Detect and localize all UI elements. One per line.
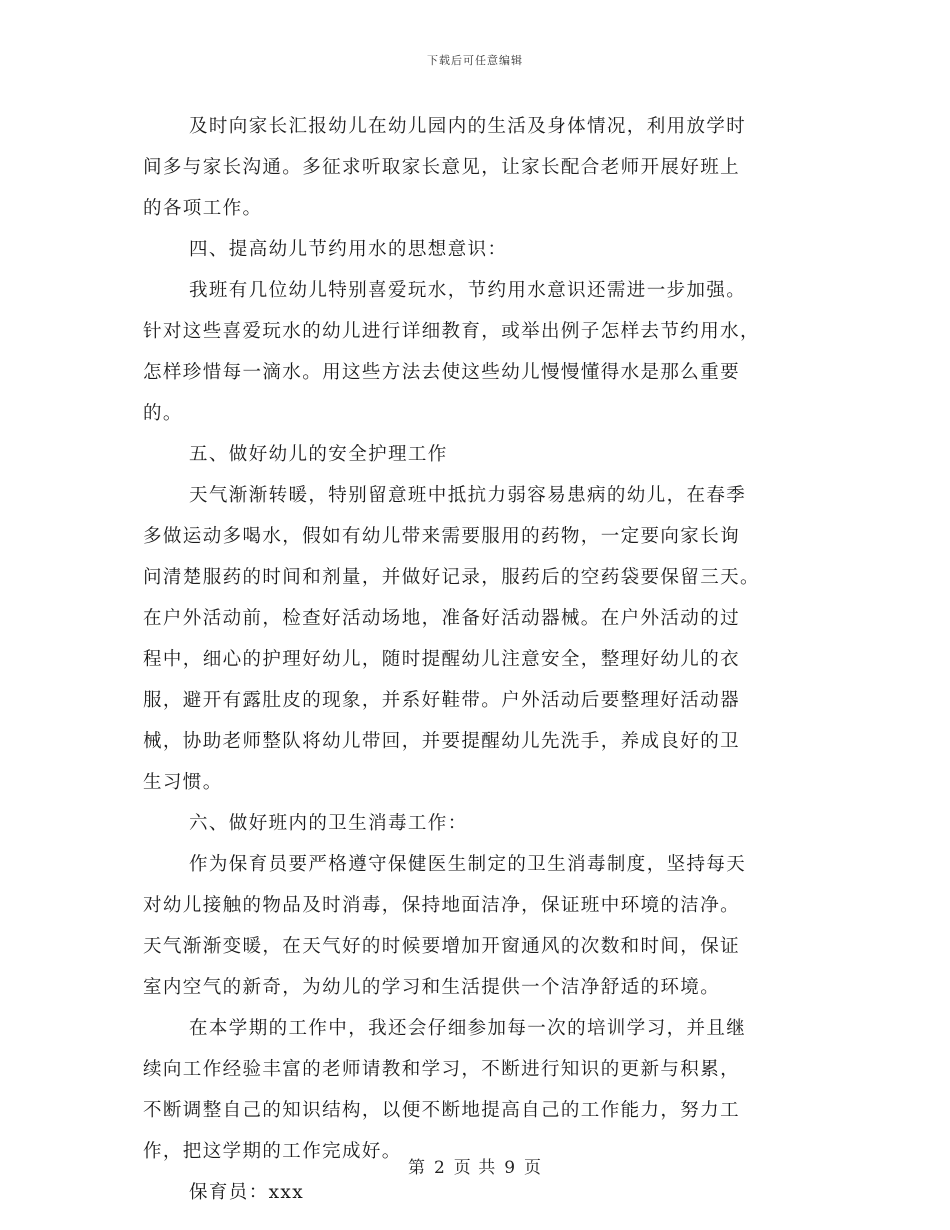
text-line: 问清楚服药的时间和剂量，并做好记录，服药后的空药袋要保留三天。 (143, 567, 760, 588)
text-line: 间多与家长沟通。多征求听取家长意见，让家长配合老师开展好班上 (143, 157, 741, 178)
page-footer (0, 1153, 950, 1178)
text-line: 针对这些喜爱玩水的幼儿进行详细教育，或举出例子怎样去节约用水， (143, 321, 760, 342)
text-line: 多做运动多喝水，假如有幼儿带来需要服用的药物，一定要向家长询 (143, 526, 741, 547)
footer-current-page: 2 (433, 1158, 446, 1178)
text-line: 作，把这学期的工作完成好。 (143, 1141, 402, 1162)
text-line: 对幼儿接触的物品及时消毒，保持地面洁净，保证班中环境的洁净。 (143, 895, 741, 916)
text-line: 续向工作经验丰富的老师请教和学习，不断进行知识的更新与积累， (143, 1059, 741, 1080)
text-line: 服，避开有露肚皮的现象，并系好鞋带。户外活动后要整理好活动器 (143, 690, 741, 711)
text-line: 五、做好幼儿的安全护理工作 (189, 444, 448, 465)
text-line: 生习惯。 (143, 772, 223, 793)
text-line: 及时向家长汇报幼儿在幼儿园内的生活及身体情况，利用放学时 (189, 116, 747, 137)
text-line: 在户外活动前，检查好活动场地，准备好活动器械。在户外活动的过 (143, 608, 741, 629)
text-line: 六、做好班内的卫生消毒工作： (189, 813, 468, 834)
text-line: 的。 (143, 403, 183, 424)
footer-suffix: 页 (524, 1158, 543, 1178)
text-line: 作为保育员要严格遵守保健医生制定的卫生消毒制度，坚持每天 (189, 854, 747, 875)
text-line: 不断调整自己的知识结构，以便不断地提高自己的工作能力，努力工 (143, 1100, 741, 1121)
text-line: 四、提高幼儿节约用水的思想意识： (189, 239, 508, 260)
text-line: 的各项工作。 (143, 198, 263, 219)
document-body (143, 106, 808, 1213)
text-line: 在本学期的工作中，我还会仔细参加每一次的培训学习，并且继 (189, 1018, 747, 1039)
text-line: 怎样珍惜每一滴水。用这些方法去使这些幼儿慢慢懂得水是那么重要 (143, 362, 741, 383)
page-header-note: 下载后可任意编辑 (427, 54, 523, 67)
footer-middle: 页 共 (453, 1158, 497, 1178)
text-line: 天气渐渐转暖，特别留意班中抵抗力弱容易患病的幼儿，在春季 (189, 485, 747, 506)
footer-total-pages: 9 (504, 1158, 517, 1178)
text-line: 天气渐渐变暖，在天气好的时候要增加开窗通风的次数和时间，保证 (143, 936, 741, 957)
text-line: 室内空气的新奇，为幼儿的学习和生活提供一个洁净舒适的环境。 (143, 977, 721, 998)
text-line: 程中，细心的护理好幼儿，随时提醒幼儿注意安全，整理好幼儿的衣 (143, 649, 741, 670)
text-line: 保育员：xxx (189, 1182, 305, 1203)
text-line: 械，协助老师整队将幼儿带回，并要提醒幼儿先洗手，养成良好的卫 (143, 731, 741, 752)
text-line: 我班有几位幼儿特别喜爱玩水，节约用水意识还需进一步加强。 (189, 280, 747, 301)
footer-prefix: 第 (407, 1158, 426, 1178)
